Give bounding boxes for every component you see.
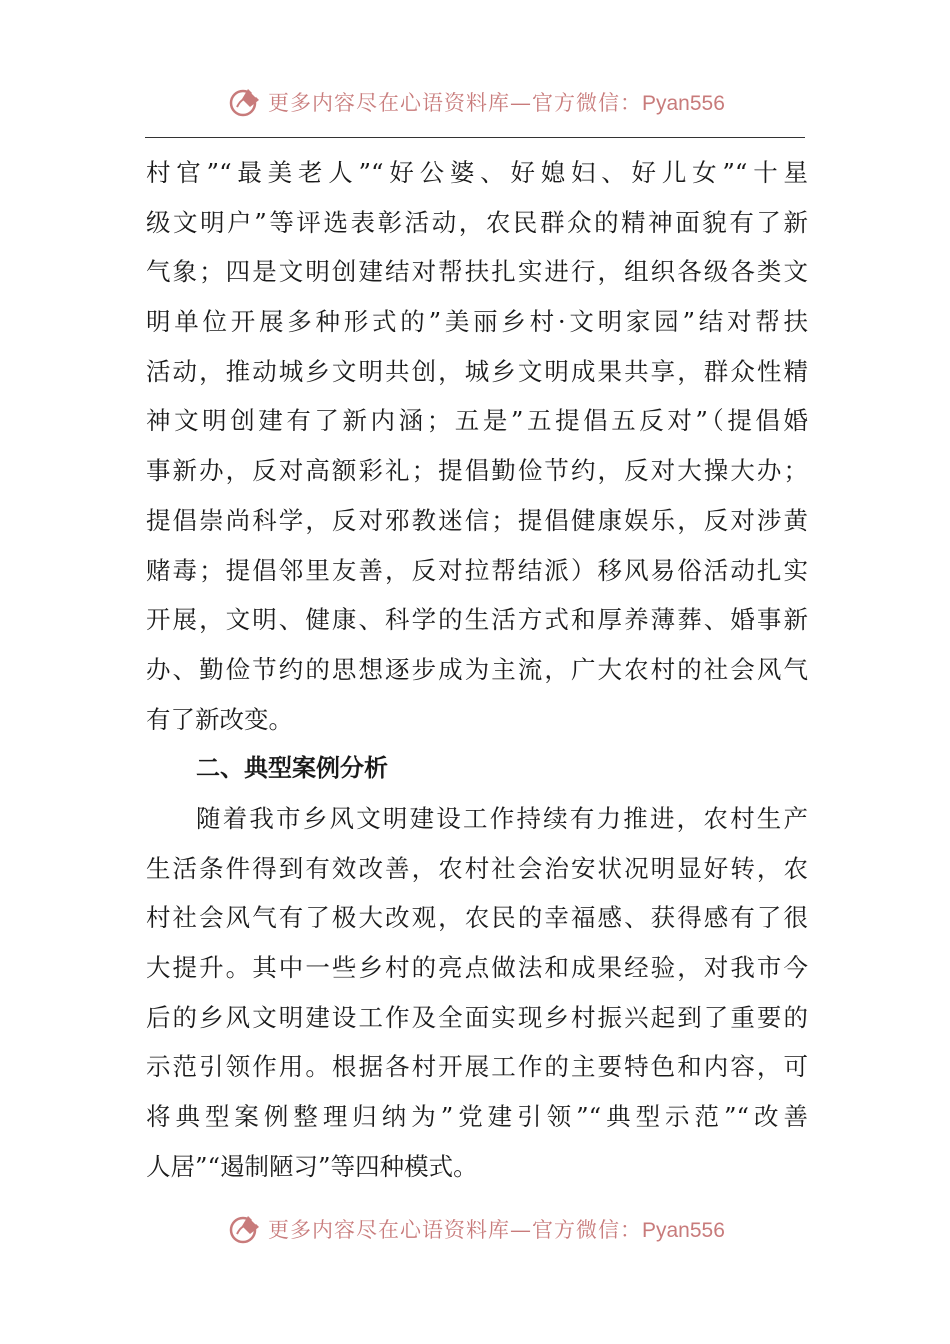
header-banner-label: 更多内容尽在心语资料库—官方微信：	[268, 91, 642, 115]
paragraph-1-line: 级文明户”等评选表彰活动，农民群众的精神面貌有了新	[146, 207, 808, 237]
paragraph-1-line: 提倡崇尚科学，反对邪教迷信；提倡健康娱乐，反对涉黄	[146, 505, 808, 535]
paragraph-1-line: 办、勤俭节约的思想逐步成为主流，广大农村的社会风气	[146, 654, 808, 684]
footer-banner-handle: Pyan556	[642, 1219, 725, 1242]
footer-banner	[0, 1207, 950, 1251]
pen-logo-icon	[228, 85, 262, 119]
paragraph-1-line: 事新办，反对高额彩礼；提倡勤俭节约，反对大操大办；	[146, 456, 808, 486]
paragraph-1-line: 明单位开展多种形式的”美丽乡村·文明家园”结对帮扶	[146, 307, 808, 337]
paragraph-2-line: 人居”“遏制陋习”等四种模式。	[146, 1151, 478, 1181]
paragraph-1-line: 有了新改变。	[146, 704, 293, 734]
pen-logo-icon	[228, 1212, 262, 1246]
paragraph-2-line: 后的乡风文明建设工作及全面实现乡村振兴起到了重要的	[146, 1002, 808, 1032]
paragraph-2-line: 将典型案例整理归纳为”党建引领”“典型示范”“改善	[146, 1102, 808, 1132]
footer-banner-label: 更多内容尽在心语资料库—官方微信：	[268, 1218, 642, 1242]
paragraph-2-line: 随着我市乡风文明建设工作持续有力推进，农村生产	[196, 803, 808, 833]
header-banner	[0, 80, 950, 124]
paragraph-1-line: 村官”“最美老人”“好公婆、好媳妇、好儿女”“十星	[146, 158, 808, 187]
paragraph-1-line: 活动，推动城乡文明共创，城乡文明成果共享，群众性精	[146, 356, 808, 386]
footer-banner-text	[268, 1214, 725, 1244]
section-heading: 二、典型案例分析	[196, 754, 388, 783]
paragraph-1-line: 开展，文明、健康、科学的生活方式和厚养薄葬、婚事新	[146, 605, 808, 635]
paragraph-1-line: 赌毒；提倡邻里友善，反对拉帮结派）移风易俗活动扎实	[146, 555, 808, 585]
paragraph-2-line: 大提升。其中一些乡村的亮点做法和成果经验，对我市今	[146, 953, 808, 982]
body-text	[146, 148, 808, 1191]
paragraph-2-line: 示范引领作用。根据各村开展工作的主要特色和内容，可	[146, 1052, 808, 1082]
paragraph-1-line: 神文明创建有了新内涵；五是”五提倡五反对”（提倡婚	[146, 406, 808, 436]
paragraph-1-line: 气象；四是文明创建结对帮扶扎实进行，组织各级各类文	[146, 257, 808, 287]
paragraph-2-line: 村社会风气有了极大改观，农民的幸福感、获得感有了很	[146, 903, 808, 933]
header-rule	[145, 137, 805, 138]
header-banner-handle: Pyan556	[642, 92, 725, 115]
header-banner-text	[268, 87, 725, 117]
paragraph-2-line: 生活条件得到有效改善，农村社会治安状况明显好转，农	[146, 853, 808, 883]
